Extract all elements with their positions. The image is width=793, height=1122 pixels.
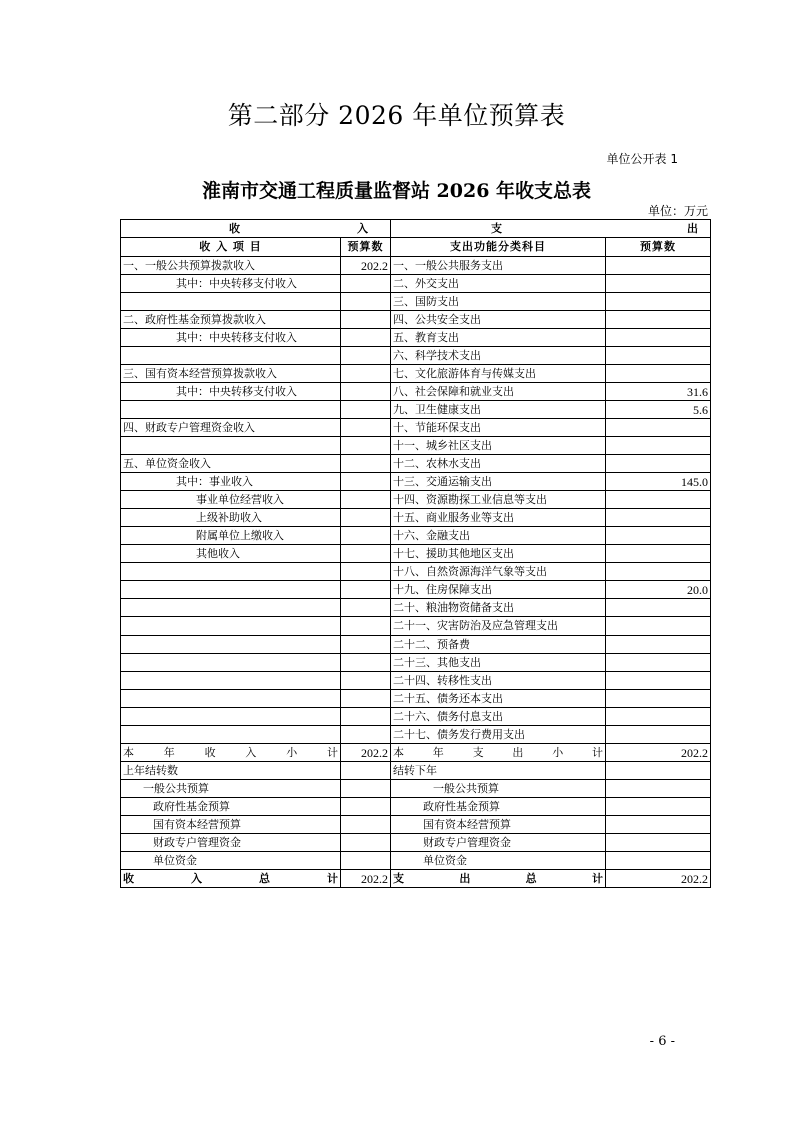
income-amount <box>341 419 391 437</box>
expense-amount <box>606 347 711 365</box>
income-amount <box>341 563 391 581</box>
carryover-expense-item: 结转下年 <box>391 762 606 780</box>
income-amount <box>341 509 391 527</box>
carryover-income-amount <box>341 834 391 852</box>
expense-item: 十二、农林水支出 <box>391 455 606 473</box>
income-item: 其中：中央转移支付收入 <box>121 275 341 293</box>
table-row <box>121 455 711 473</box>
expense-item: 十九、住房保障支出 <box>391 581 606 599</box>
income-amount-header: 预算数 <box>341 238 391 257</box>
income-item <box>121 617 341 636</box>
expense-item: 八、社会保障和就业支出 <box>391 383 606 401</box>
income-item <box>121 654 341 672</box>
table-row <box>121 293 711 311</box>
expense-item: 六、科学技术支出 <box>391 347 606 365</box>
income-amount <box>341 329 391 347</box>
income-amount <box>341 636 391 654</box>
income-item <box>121 347 341 365</box>
income-item: 五、单位资金收入 <box>121 455 341 473</box>
expense-item: 十一、城乡社区支出 <box>391 437 606 455</box>
table-row <box>121 473 711 491</box>
income-band-a: 收 <box>229 221 240 235</box>
expense-band-b: 出 <box>687 221 698 235</box>
income-item <box>121 437 341 455</box>
income-item <box>121 690 341 708</box>
income-amount <box>341 275 391 293</box>
income-amount <box>341 708 391 726</box>
income-item <box>121 726 341 744</box>
expense-amount: 145.0 <box>606 473 711 491</box>
expense-item: 十五、商业服务业等支出 <box>391 509 606 527</box>
income-amount <box>341 726 391 744</box>
income-amount <box>341 527 391 545</box>
expense-item: 四、公共安全支出 <box>391 311 606 329</box>
expense-item: 五、教育支出 <box>391 329 606 347</box>
income-item: 事业单位经营收入 <box>121 491 341 509</box>
expense-amount <box>606 672 711 690</box>
expense-band-a: 支 <box>491 221 502 235</box>
expense-amount <box>606 329 711 347</box>
expense-amount <box>606 690 711 708</box>
carryover-income-item: 财政专户管理资金 <box>121 834 341 852</box>
expense-amount <box>606 563 711 581</box>
expense-item: 十四、资源勘探工业信息等支出 <box>391 491 606 509</box>
income-amount <box>341 437 391 455</box>
income-item-header: 收 入 项 目 <box>121 238 341 257</box>
subtotal-row <box>121 744 711 762</box>
expense-item: 二十七、债务发行费用支出 <box>391 726 606 744</box>
expense-item: 十八、自然资源海洋气象等支出 <box>391 563 606 581</box>
income-amount <box>341 690 391 708</box>
expense-amount <box>606 257 711 275</box>
income-item: 四、财政专户管理资金收入 <box>121 419 341 437</box>
income-amount <box>341 347 391 365</box>
expense-amount <box>606 365 711 383</box>
header-band-row <box>121 220 711 238</box>
income-subtotal-label: 本年收入小计 <box>121 744 341 762</box>
column-header-row <box>121 238 711 257</box>
income-item: 其中：中央转移支付收入 <box>121 329 341 347</box>
table-row <box>121 636 711 654</box>
carryover-row <box>121 816 711 834</box>
income-amount <box>341 581 391 599</box>
income-item <box>121 599 341 617</box>
carryover-income-amount <box>341 798 391 816</box>
expense-subtotal-amount: 202.2 <box>606 744 711 762</box>
expense-item: 二十四、转移性支出 <box>391 672 606 690</box>
expense-amount <box>606 509 711 527</box>
expense-item: 一、一般公共服务支出 <box>391 257 606 275</box>
carryover-expense-amount <box>606 798 711 816</box>
expense-item: 二十五、债务还本支出 <box>391 690 606 708</box>
income-item: 其他收入 <box>121 545 341 563</box>
expense-band <box>391 220 711 238</box>
carryover-expense-amount <box>606 762 711 780</box>
income-amount <box>341 383 391 401</box>
carryover-income-item: 上年结转数 <box>121 762 341 780</box>
table-row <box>121 383 711 401</box>
income-amount <box>341 455 391 473</box>
income-band-b: 入 <box>357 221 368 235</box>
table-row <box>121 437 711 455</box>
expense-amount <box>606 419 711 437</box>
expense-amount <box>606 293 711 311</box>
expense-amount: 20.0 <box>606 581 711 599</box>
expense-amount <box>606 599 711 617</box>
carryover-income-item: 一般公共预算 <box>121 780 341 798</box>
income-amount: 202.2 <box>341 257 391 275</box>
income-band <box>121 220 391 238</box>
carryover-expense-item: 政府性基金预算 <box>391 798 606 816</box>
income-total-amount: 202.2 <box>341 870 391 888</box>
expense-item: 七、文化旅游体育与传媒支出 <box>391 365 606 383</box>
expense-item: 十六、金融支出 <box>391 527 606 545</box>
expense-item: 二十二、预备费 <box>391 636 606 654</box>
unit-label: 单位：万元 <box>647 204 708 218</box>
table-row <box>121 401 711 419</box>
table-row <box>121 690 711 708</box>
expense-amount <box>606 545 711 563</box>
total-row <box>121 870 711 888</box>
expense-total-amount: 202.2 <box>606 870 711 888</box>
expense-amount <box>606 726 711 744</box>
expense-amount <box>606 636 711 654</box>
table-row <box>121 365 711 383</box>
expense-item: 二十、粮油物资储备支出 <box>391 599 606 617</box>
carryover-income-item: 政府性基金预算 <box>121 798 341 816</box>
carryover-row <box>121 798 711 816</box>
income-amount <box>341 311 391 329</box>
income-item <box>121 401 341 419</box>
income-item: 一、一般公共预算拨款收入 <box>121 257 341 275</box>
income-item: 二、政府性基金预算拨款收入 <box>121 311 341 329</box>
carryover-expense-amount <box>606 852 711 870</box>
income-amount <box>341 672 391 690</box>
expense-subtotal-label: 本年支出小计 <box>391 744 606 762</box>
expense-amount <box>606 617 711 636</box>
table-row <box>121 545 711 563</box>
income-amount <box>341 545 391 563</box>
table-row <box>121 599 711 617</box>
income-amount <box>341 599 391 617</box>
table-row <box>121 419 711 437</box>
table-row <box>121 654 711 672</box>
income-item <box>121 293 341 311</box>
carryover-row <box>121 780 711 798</box>
expense-amount <box>606 275 711 293</box>
table-title: 淮南市交通工程质量监督站 2026 年收支总表 <box>201 180 592 202</box>
table-row <box>121 275 711 293</box>
expense-item: 十三、交通运输支出 <box>391 473 606 491</box>
income-amount <box>341 617 391 636</box>
income-amount <box>341 491 391 509</box>
carryover-row <box>121 834 711 852</box>
expense-item: 二十一、灾害防治及应急管理支出 <box>391 617 606 636</box>
expense-item: 九、卫生健康支出 <box>391 401 606 419</box>
expense-item: 二十六、债务付息支出 <box>391 708 606 726</box>
income-item: 附属单位上缴收入 <box>121 527 341 545</box>
expense-amount <box>606 311 711 329</box>
expense-item-header: 支出功能分类科目 <box>391 238 606 257</box>
income-amount <box>341 654 391 672</box>
expense-item: 十、节能环保支出 <box>391 419 606 437</box>
income-subtotal-amount: 202.2 <box>341 744 391 762</box>
budget-summary-table <box>120 219 711 888</box>
expense-item: 十七、援助其他地区支出 <box>391 545 606 563</box>
table-row <box>121 617 711 636</box>
income-item <box>121 672 341 690</box>
carryover-income-amount <box>341 762 391 780</box>
table-number: 单位公开表 1 <box>606 152 678 166</box>
income-amount <box>341 365 391 383</box>
table-row <box>121 563 711 581</box>
carryover-expense-item: 财政专户管理资金 <box>391 834 606 852</box>
income-item <box>121 636 341 654</box>
expense-total-label: 支出总计 <box>391 870 606 888</box>
income-amount <box>341 401 391 419</box>
table-row <box>121 509 711 527</box>
carryover-income-amount <box>341 852 391 870</box>
income-total-label: 收入总计 <box>121 870 341 888</box>
carryover-income-amount <box>341 780 391 798</box>
income-amount <box>341 473 391 491</box>
table-row <box>121 491 711 509</box>
expense-amount-header: 预算数 <box>606 238 711 257</box>
carryover-row <box>121 762 711 780</box>
expense-amount <box>606 437 711 455</box>
carryover-income-item: 单位资金 <box>121 852 341 870</box>
expense-amount: 31.6 <box>606 383 711 401</box>
expense-amount <box>606 491 711 509</box>
carryover-expense-item: 国有资本经营预算 <box>391 816 606 834</box>
expense-amount <box>606 527 711 545</box>
income-item: 三、国有资本经营预算拨款收入 <box>121 365 341 383</box>
table-row <box>121 527 711 545</box>
carryover-income-item: 国有资本经营预算 <box>121 816 341 834</box>
carryover-expense-item: 单位资金 <box>391 852 606 870</box>
income-item <box>121 563 341 581</box>
carryover-expense-amount <box>606 780 711 798</box>
income-item <box>121 581 341 599</box>
carryover-expense-item: 一般公共预算 <box>391 780 606 798</box>
income-item <box>121 708 341 726</box>
table-row <box>121 672 711 690</box>
table-row <box>121 726 711 744</box>
expense-amount: 5.6 <box>606 401 711 419</box>
carryover-expense-amount <box>606 816 711 834</box>
carryover-income-amount <box>341 816 391 834</box>
table-row <box>121 329 711 347</box>
table-row <box>121 347 711 365</box>
expense-amount <box>606 654 711 672</box>
carryover-expense-amount <box>606 834 711 852</box>
income-item: 上级补助收入 <box>121 509 341 527</box>
table-row <box>121 708 711 726</box>
table-row <box>121 581 711 599</box>
part-title: 第二部分 2026 年单位预算表 <box>227 101 566 130</box>
expense-item: 二十三、其他支出 <box>391 654 606 672</box>
page-number: - 6 - <box>649 1034 675 1049</box>
expense-amount <box>606 455 711 473</box>
carryover-row <box>121 852 711 870</box>
table-row <box>121 311 711 329</box>
expense-amount <box>606 708 711 726</box>
expense-item: 三、国防支出 <box>391 293 606 311</box>
expense-item: 二、外交支出 <box>391 275 606 293</box>
income-item: 其中：事业收入 <box>121 473 341 491</box>
income-item: 其中：中央转移支付收入 <box>121 383 341 401</box>
income-amount <box>341 293 391 311</box>
table-row <box>121 257 711 275</box>
